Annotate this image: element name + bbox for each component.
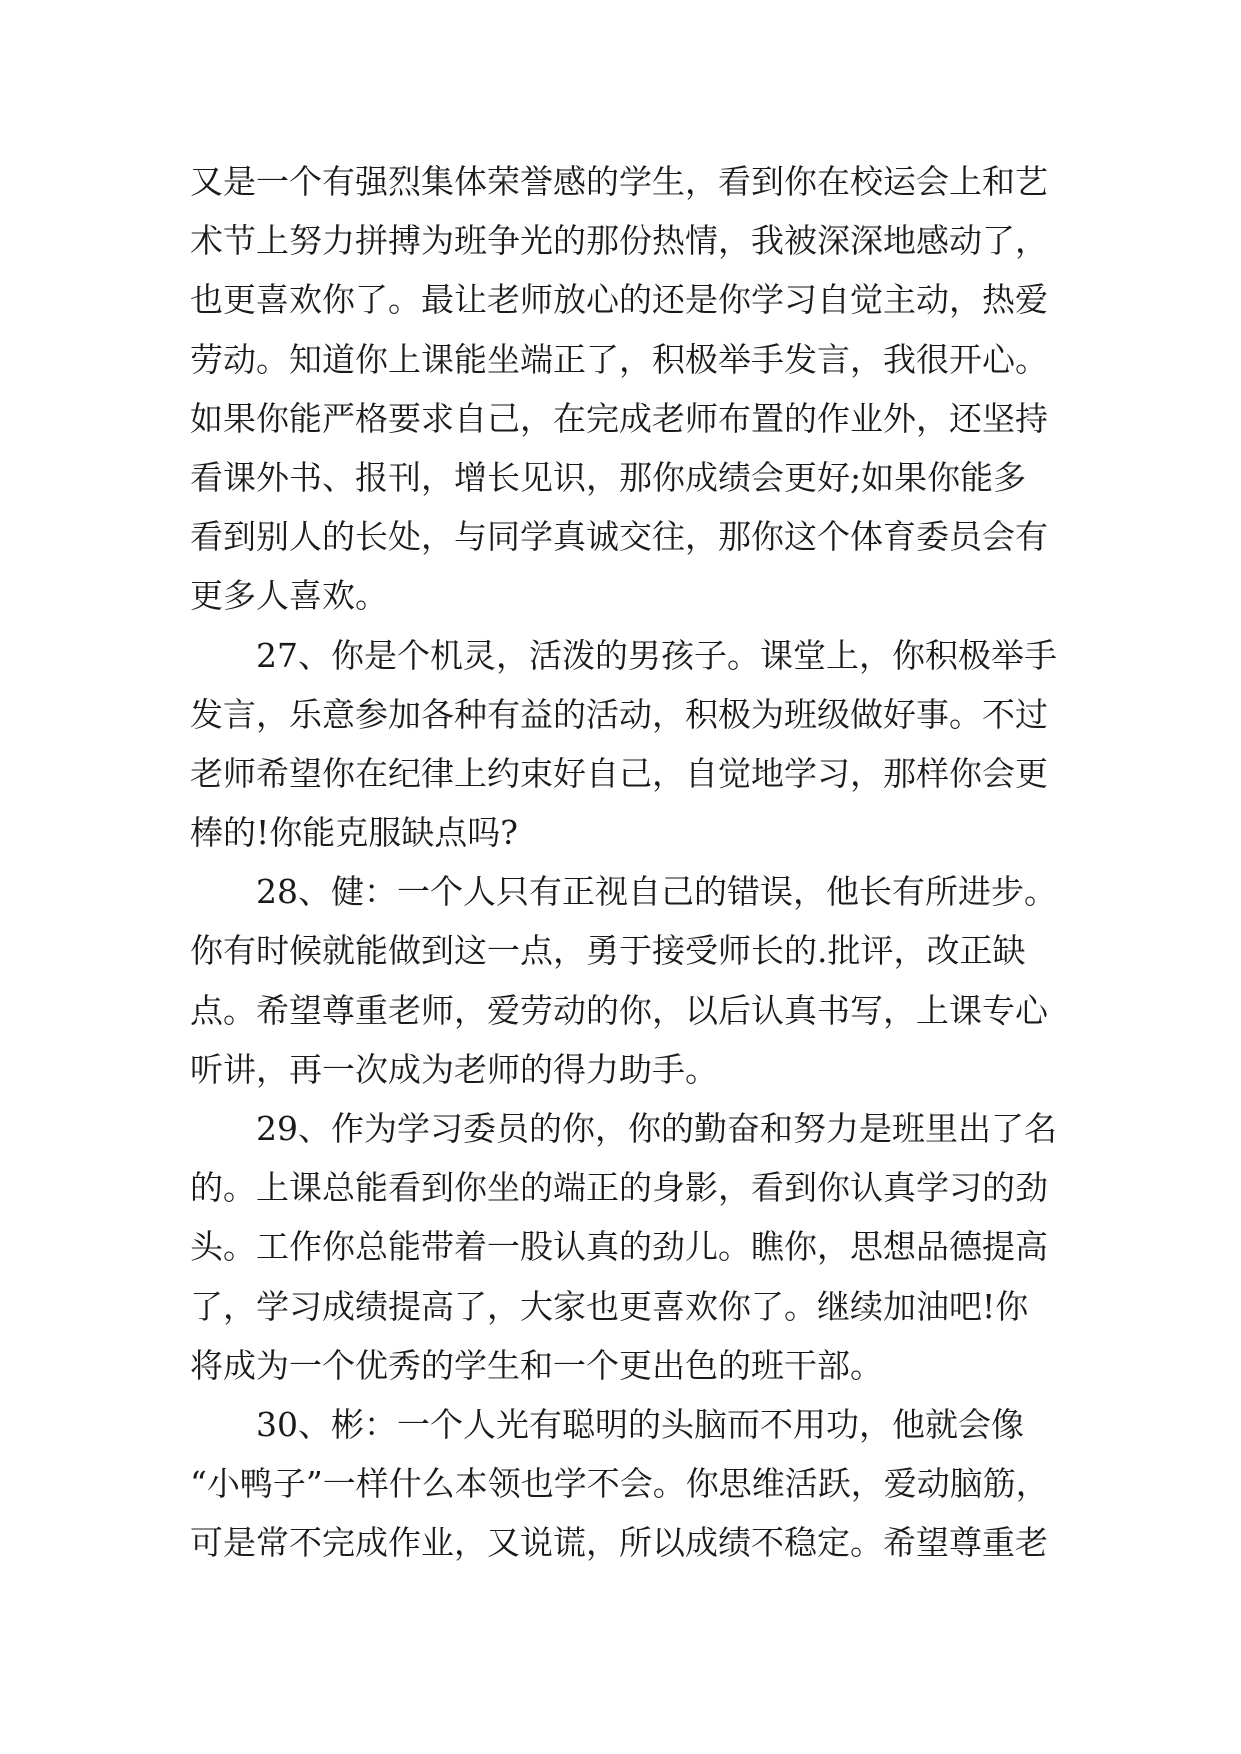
text-line: 听讲，再一次成为老师的得力助手。 xyxy=(190,1049,718,1089)
text-line: 术节上努力拼搏为班争光的那份热情，我被深深地感动了， xyxy=(190,221,1048,261)
text-line: 将成为一个优秀的学生和一个更出色的班干部。 xyxy=(190,1345,883,1385)
text-line: 了，学习成绩提高了，大家也更喜欢你了。继续加油吧!你 xyxy=(190,1286,1029,1326)
paragraph-start-29: 29、作为学习委员的你，你的勤奋和努力是班里出了名 xyxy=(256,1109,1057,1148)
paragraph-start-27: 27、你是个机灵，活泼的男孩子。课堂上，你积极举手 xyxy=(256,635,1057,675)
document-body xyxy=(190,152,1070,1573)
text-line: 棒的!你能克服缺点吗? xyxy=(190,813,518,853)
text-line: 又是一个有强烈集体荣誉感的学生，看到你在校运会上和艺 xyxy=(190,162,1048,201)
paragraph-start-30: 30、彬：一个人光有聪明的头脑而不用功，他就会像 xyxy=(256,1404,1024,1444)
text-line: 的。上课总能看到你坐的端正的身影，看到你认真学习的劲 xyxy=(190,1168,1048,1208)
text-line: 看到别人的长处，与同学真诚交往，那你这个体育委员会有 xyxy=(190,517,1048,557)
text-line: 老师希望你在纪律上约束好自己，自觉地学习，那样你会更 xyxy=(190,753,1048,793)
text-line: 发言，乐意参加各种有益的活动，积极为班级做好事。不过 xyxy=(190,694,1048,734)
paragraph-start-28: 28、健：一个人只有正视自己的错误，他长有所进步。 xyxy=(256,872,1057,912)
text-line: 点。希望尊重老师，爱劳动的你，以后认真书写，上课专心 xyxy=(190,990,1048,1030)
text-line: 更多人喜欢。 xyxy=(190,576,388,616)
text-line: “小鸭子”一样什么本领也学不会。你思维活跃，爱动脑筋， xyxy=(190,1464,1049,1504)
text-line: 可是常不完成作业，又说谎，所以成绩不稳定。希望尊重老 xyxy=(190,1523,1048,1563)
text-line: 你有时候就能做到这一点，勇于接受师长的.批评，改正缺 xyxy=(190,931,1026,971)
text-line: 也更喜欢你了。最让老师放心的还是你学习自觉主动，热爱 xyxy=(190,280,1048,320)
text-line: 劳动。知道你上课能坐端正了，积极举手发言，我很开心。 xyxy=(190,339,1048,379)
text-line: 看课外书、报刊，增长见识，那你成绩会更好;如果你能多 xyxy=(190,457,1027,497)
text-line: 头。工作你总能带着一股认真的劲儿。瞧你，思想品德提高 xyxy=(190,1227,1048,1267)
text-line: 如果你能严格要求自己，在完成老师布置的作业外，还坚持 xyxy=(190,398,1048,438)
